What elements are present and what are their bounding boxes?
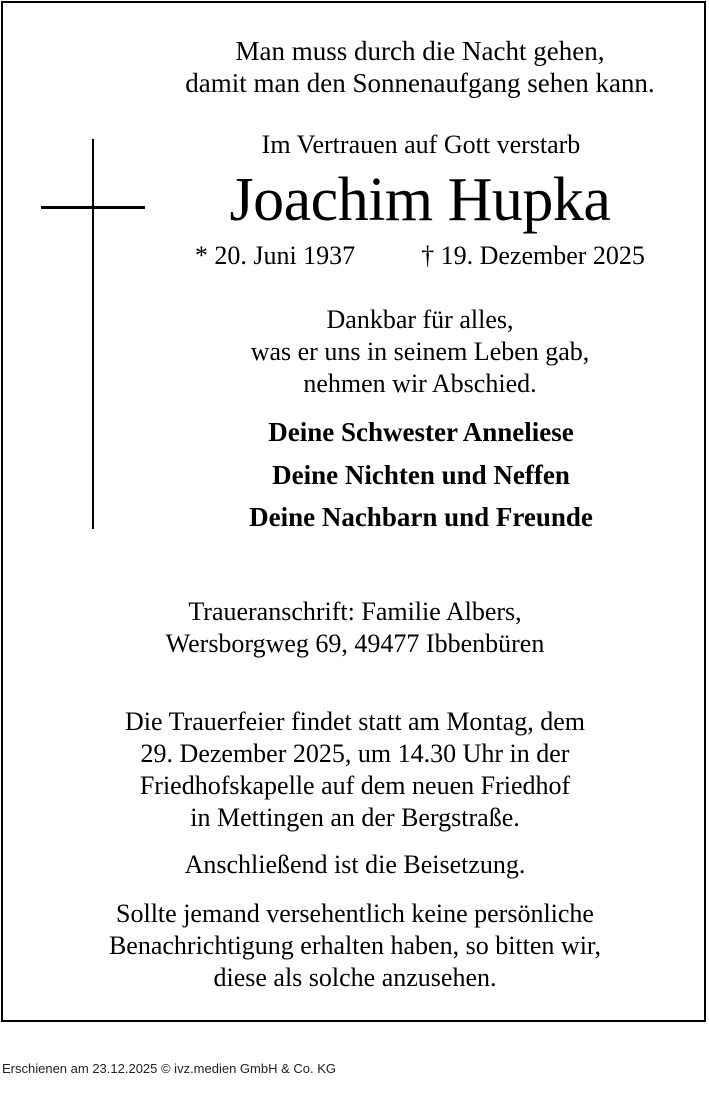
ceremony-line-4: in Mettingen an der Bergstraße. [190, 803, 520, 832]
gratitude-line-3: nehmen wir Abschied. [303, 369, 537, 398]
gratitude-line-1: Dankbar für alles, [326, 305, 514, 334]
deceased-name: Joachim Hupka [229, 166, 611, 234]
mourner-neighbors-friends: Deine Nachbarn und Freunde [249, 502, 593, 532]
burial-text: Anschließend ist die Beisetzung. [184, 850, 526, 879]
death-date: † 19. Dezember 2025 [421, 241, 645, 270]
ceremony-line-1: Die Trauerfeier findet statt am Montag, dem [125, 707, 585, 736]
cross-icon-horizontal [41, 206, 145, 209]
intro-text: Im Vertrauen auf Gott verstarb [261, 130, 581, 159]
cross-icon-vertical [92, 139, 94, 529]
address-line-2: Wersborgweg 69, 49477 Ibbenbüren [165, 629, 545, 658]
publication-footer: Erschienen am 23.12.2025 © ivz.medien GmbH & Co. KG [2, 1061, 337, 1076]
motto-line-1: Man muss durch die Nacht gehen, [235, 36, 605, 66]
notice-line-1: Sollte jemand versehentlich keine persönliche [116, 899, 594, 928]
motto-line-2: damit man den Sonnenaufgang sehen kann. [185, 68, 655, 98]
ceremony-line-2: 29. Dezember 2025, um 14.30 Uhr in der [140, 739, 570, 768]
mourner-nieces-nephews: Deine Nichten und Neffen [272, 460, 570, 490]
birth-date: * 20. Juni 1937 [194, 241, 356, 270]
notice-line-2: Benachrichtigung erhalten haben, so bitten wir, [108, 931, 602, 960]
ceremony-line-3: Friedhofskapelle auf dem neuen Friedhof [139, 771, 571, 800]
address-line-1: Traueranschrift: Familie Albers, [188, 597, 522, 626]
gratitude-line-2: was er uns in seinem Leben gab, [250, 337, 590, 366]
mourner-sister: Deine Schwester Anneliese [268, 417, 574, 447]
notice-line-3: diese als solche anzusehen. [213, 963, 497, 992]
